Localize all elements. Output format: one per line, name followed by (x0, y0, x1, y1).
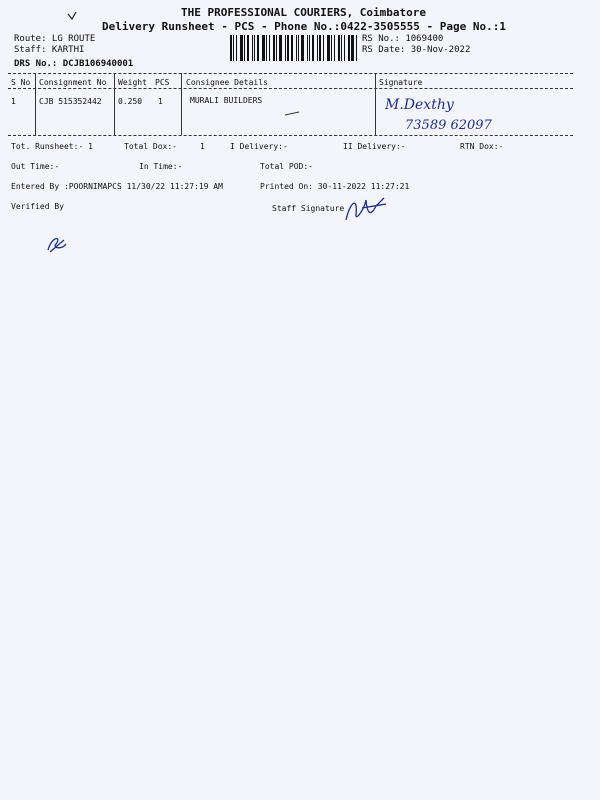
document-subtitle: Delivery Runsheet - PCS - Phone No.:0422-3505555 - Page No.:1 (102, 20, 506, 33)
barcode (230, 35, 360, 61)
out-time: Out Time:- (11, 162, 60, 171)
barcode-bar (233, 35, 234, 61)
barcode-bar (307, 35, 308, 61)
document-title: THE PROFESSIONAL COURIERS, Coimbatore (181, 6, 427, 19)
cell-weight: 0.250 (118, 97, 143, 106)
barcode-bar (276, 35, 277, 61)
rs-number: RS No.: 1069400 (362, 34, 444, 44)
barcode-bar (334, 35, 335, 61)
staff-signature-scribble (340, 192, 390, 228)
barcode-bar (298, 35, 299, 61)
verified-by: Verified By (11, 202, 64, 211)
barcode-bar (312, 35, 314, 61)
recipient-signature: M.Dexthy (385, 97, 454, 113)
second-delivery: II Delivery:- (343, 142, 406, 151)
total-runsheet: Tot. Runsheet:- 1 (11, 142, 93, 151)
pen-mark (283, 108, 303, 118)
cell-pcs: 1 (158, 97, 163, 106)
table-top-rule (8, 73, 573, 74)
barcode-bar (319, 35, 321, 61)
total-dox-value: 1 (200, 142, 205, 151)
col-divider (181, 73, 182, 135)
barcode-bar (266, 35, 267, 61)
barcode-bar (309, 35, 310, 61)
col-header-sno: S No (11, 78, 31, 87)
col-header-pcs: PCS (155, 78, 170, 87)
barcode-bar (331, 35, 332, 61)
first-delivery: I Delivery:- (230, 142, 288, 151)
barcode-bar (262, 35, 265, 61)
barcode-bar (323, 35, 324, 61)
total-pod: Total POD:- (260, 162, 313, 171)
barcode-bar (230, 35, 232, 61)
barcode-bar (296, 35, 297, 61)
barcode-bar (348, 35, 350, 61)
in-time: In Time:- (139, 162, 183, 171)
col-divider (35, 73, 36, 135)
barcode-bar (254, 35, 255, 61)
verifier-initial (44, 232, 70, 254)
col-divider (375, 73, 376, 135)
barcode-bar (273, 35, 275, 61)
col-header-consignment: Consignment No (39, 78, 107, 87)
barcode-bar (301, 35, 304, 61)
barcode-bar (247, 35, 249, 61)
pen-tick (66, 10, 78, 22)
entered-by: Entered By :POORNIMAPCS 11/30/22 11:27:19 AM (11, 182, 223, 191)
cell-consignee: MURALI BUILDERS (190, 96, 263, 105)
col-header-weight: Weight (118, 78, 147, 87)
barcode-bar (356, 35, 357, 61)
barcode-bar (285, 35, 286, 61)
barcode-bar (240, 35, 243, 61)
route-field: Route: LG ROUTE (14, 34, 96, 44)
barcode-bar (338, 35, 340, 61)
barcode-bar (317, 35, 318, 61)
barcode-bar (244, 35, 245, 61)
staff-field: Staff: KARTHI (14, 45, 85, 55)
barcode-bar (252, 35, 253, 61)
barcode-bar (257, 35, 259, 61)
total-dox-label: Total Dox:- (124, 142, 177, 151)
table-header-rule (8, 88, 573, 89)
barcode-bar (341, 35, 342, 61)
col-divider (114, 73, 115, 135)
barcode-bar (291, 35, 293, 61)
barcode-bar (279, 35, 282, 61)
barcode-bar (236, 35, 237, 61)
barcode-bar (269, 35, 270, 61)
col-header-signature: Signature (379, 78, 423, 87)
table-bottom-rule (8, 135, 573, 136)
rs-date: RS Date: 30-Nov-2022 (362, 45, 471, 55)
rtn-dox: RTN Dox:- (460, 142, 504, 151)
cell-sno: 1 (11, 97, 16, 106)
col-header-consignee: Consignee Details (186, 78, 268, 87)
printed-on: Printed On: 30-11-2022 11:27:21 (260, 182, 410, 191)
barcode-bar (287, 35, 289, 61)
cell-consignment: CJB 515352442 (39, 97, 102, 106)
barcode-bar (327, 35, 330, 61)
staff-signature-label: Staff Signature (272, 204, 345, 213)
barcode-bar (344, 35, 345, 61)
drs-number: DRS No.: DCJB106940001 (14, 59, 134, 69)
barcode-bar (351, 35, 354, 61)
recipient-phone: 73589 62097 (405, 118, 492, 133)
